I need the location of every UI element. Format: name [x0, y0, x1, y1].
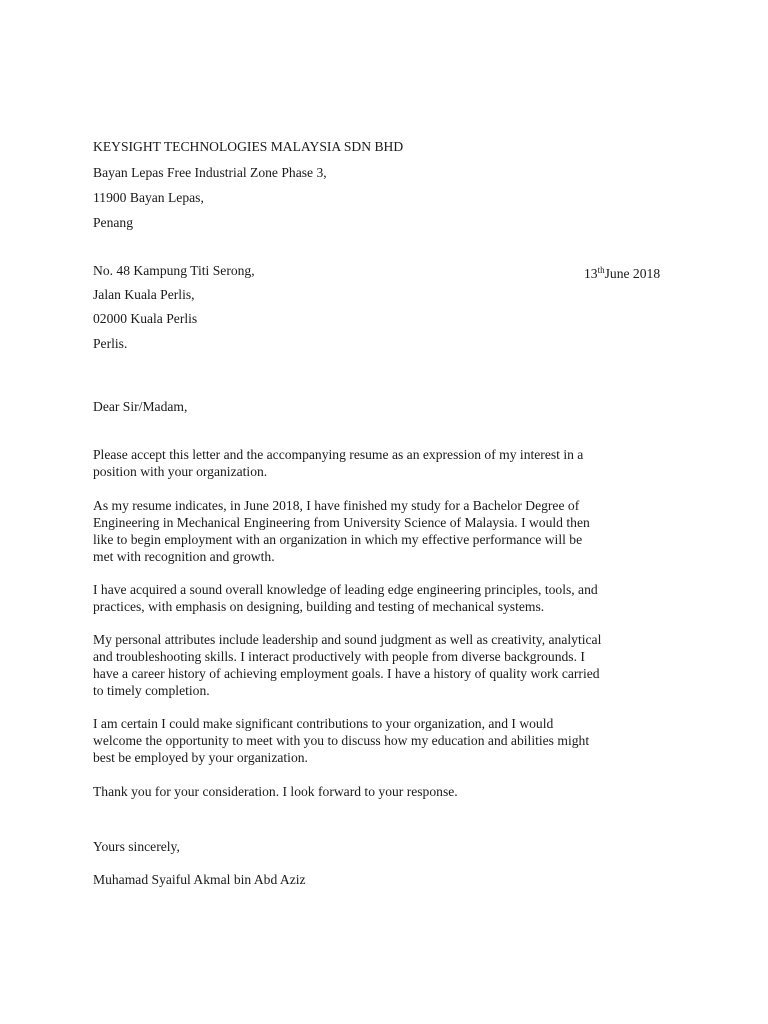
body-line: My personal attributes include leadership and sound judgment as well as creativity, analytical [93, 632, 602, 647]
body-paragraph-3 [93, 581, 673, 615]
date-month-year: June 2018 [604, 266, 661, 281]
body-paragraph-2 [93, 497, 673, 565]
body-line: I have acquired a sound overall knowledge of leading edge engineering principles, tools, and [93, 582, 598, 597]
body-line: I am certain I could make significant contributions to your organization, and I would [93, 716, 554, 731]
sender-address-line-4: Perlis. [93, 336, 128, 351]
body-line: best be employed by your organization. [93, 750, 308, 765]
body-line: Engineering in Mechanical Engineering from University Science of Malaysia. I would then [93, 515, 590, 530]
body-line: like to begin employment with an organization in which my effective performance will be [93, 532, 583, 547]
body-line: As my resume indicates, in June 2018, I have finished my study for a Bachelor Degree of [93, 498, 580, 513]
recipient-address-line-3: Penang [93, 215, 134, 230]
body-line: practices, with emphasis on designing, building and testing of mechanical systems. [93, 599, 545, 614]
salutation: Dear Sir/Madam, [93, 399, 188, 414]
body-line: to timely completion. [93, 683, 210, 698]
recipient-address-line-1: Bayan Lepas Free Industrial Zone Phase 3, [93, 165, 327, 180]
body-line: and troubleshooting skills. I interact productively with people from diverse backgrounds. I [93, 649, 585, 664]
body-line: Thank you for your consideration. I look forward to your response. [93, 784, 458, 799]
closing: Yours sincerely, [93, 839, 180, 854]
signature-name: Muhamad Syaiful Akmal bin Abd Aziz [93, 872, 306, 887]
body-paragraph-6 [93, 783, 673, 800]
body-line: Please accept this letter and the accompanying resume as an expression of my interest in a [93, 447, 584, 462]
date-suffix: th [597, 265, 605, 275]
sender-address-line-1: No. 48 Kampung Titi Serong, [93, 263, 255, 278]
sender-address-line-3: 02000 Kuala Perlis [93, 311, 198, 326]
body-paragraph-1 [93, 446, 673, 480]
date-day: 13 [584, 266, 598, 281]
body-paragraph-4 [93, 631, 673, 699]
body-line: have a career history of achieving employment goals. I have a history of quality work carried [93, 666, 600, 681]
letter-date [584, 265, 660, 282]
body-paragraph-5 [93, 715, 673, 766]
body-line: met with recognition and growth. [93, 549, 275, 564]
recipient-address-line-2: 11900 Bayan Lepas, [93, 190, 204, 205]
recipient-company: KEYSIGHT TECHNOLOGIES MALAYSIA SDN BHD [93, 139, 404, 154]
sender-address-line-2: Jalan Kuala Perlis, [93, 287, 195, 302]
body-line: position with your organization. [93, 464, 268, 479]
body-line: welcome the opportunity to meet with you to discuss how my education and abilities might [93, 733, 590, 748]
